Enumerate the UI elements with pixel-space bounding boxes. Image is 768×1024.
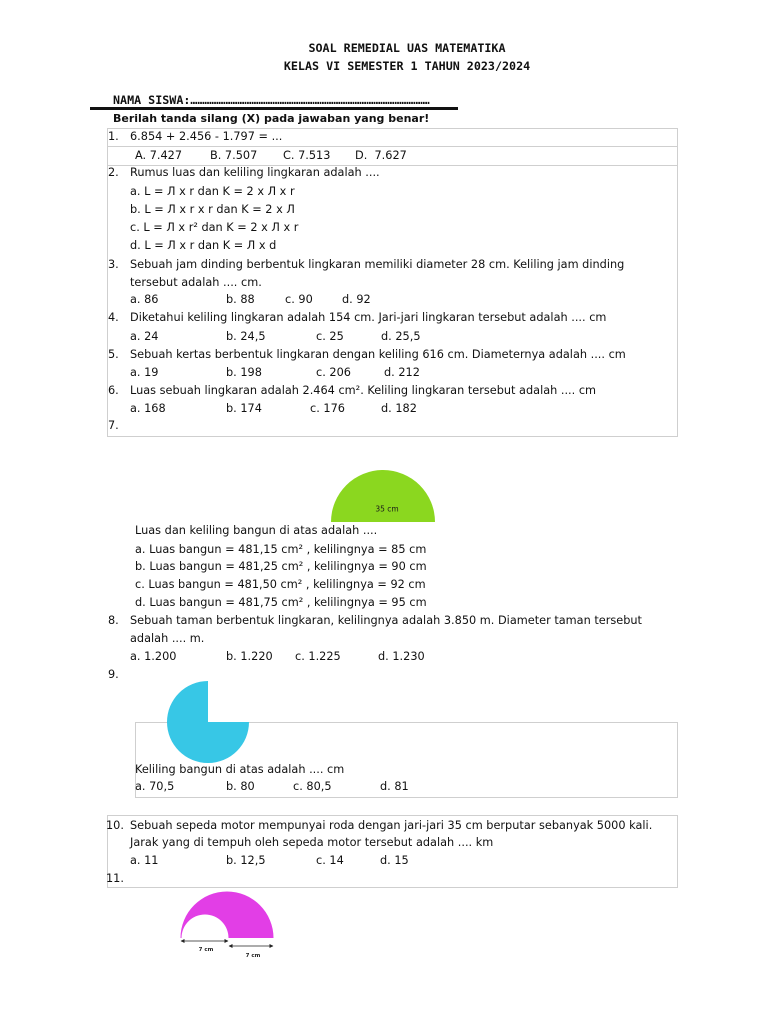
answer-option-d: d. 92 (342, 293, 371, 306)
answer-option-c: c. 14 (316, 854, 344, 867)
question-number: 6. (108, 384, 119, 397)
worksheet-subtitle: KELAS VI SEMESTER 1 TAHUN 2023/2024 (283, 59, 531, 73)
worksheet-title: SOAL REMEDIAL UAS MATEMATIKA (308, 41, 506, 55)
answer-option-a: A. 7.427 (135, 149, 183, 162)
question-text: 6.854 + 2.456 - 1.797 = ... (130, 130, 283, 143)
answer-option-a: a. Luas bangun = 481,15 cm² , kelilingnya = 85 cm (135, 543, 427, 556)
question-number: 4. (108, 311, 119, 324)
answer-option-b: b. 12,5 (226, 854, 266, 867)
name-underline (90, 107, 458, 110)
question-number: 9. (108, 668, 119, 681)
answer-option-b: b. 1.220 (226, 650, 273, 663)
question-text: Sebuah kertas berbentuk lingkaran dengan keliling 616 cm. Diameternya adalah .... cm (130, 348, 626, 361)
answer-option-a: a. 168 (130, 402, 166, 415)
answer-option-a: a. 11 (130, 854, 159, 867)
question-text: Sebuah taman berbentuk lingkaran, kelilingnya adalah 3.850 m. Diameter taman tersebut (130, 614, 642, 627)
answer-option-a: a. 86 (130, 293, 159, 306)
question-number: 1. (108, 130, 119, 143)
green-semicircle-shape (331, 470, 435, 522)
answer-option-d: d. 15 (380, 854, 409, 867)
answer-option-c: c. 1.225 (295, 650, 341, 663)
answer-option-a: a. 1.200 (130, 650, 177, 663)
answer-option-b: B. 7.507 (210, 149, 258, 162)
dimension-label: 7 cm (198, 947, 214, 953)
answer-option-b: b. 24,5 (226, 330, 266, 343)
three-quarter-circle-figure (160, 675, 256, 771)
answer-option-b: b. 88 (226, 293, 255, 306)
question-text: Sebuah sepeda motor mempunyai roda dengan jari-jari 35 cm berputar sebanyak 5000 kali. (130, 819, 653, 832)
answer-option-b: b. 174 (226, 402, 262, 415)
answer-option-d: d. 25,5 (381, 330, 421, 343)
question-number: 10. (106, 819, 124, 832)
question-number: 2. (108, 166, 119, 179)
answer-option-a: a. L = Л x r dan K = 2 x Л x r (130, 185, 295, 198)
instruction-text: Berilah tanda silang (X) pada jawaban yang benar! (113, 112, 430, 125)
answer-option-c: c. L = Л x r² dan K = 2 x Л x r (130, 221, 299, 234)
answer-option-b: b. 80 (226, 780, 255, 793)
answer-option-c: c. 25 (316, 330, 344, 343)
answer-option-d: d. 212 (384, 366, 420, 379)
answer-option-d: d. 1.230 (378, 650, 425, 663)
answer-option-d: d. Luas bangun = 481,75 cm² , kelilingnya = 95 cm (135, 596, 427, 609)
question-number: 8. (108, 614, 119, 627)
answer-option-a: a. 24 (130, 330, 159, 343)
answer-option-d: d. 81 (380, 780, 409, 793)
question-text: tersebut adalah .... cm. (130, 276, 262, 289)
answer-option-c: c. 80,5 (293, 780, 332, 793)
dimension-label: 7 cm (245, 953, 261, 959)
answer-option-a: a. 70,5 (135, 780, 175, 793)
question-number: 7. (108, 419, 119, 432)
answer-option-c: C. 7.513 (283, 149, 331, 162)
semicircle-cutout-figure (176, 885, 280, 965)
answer-option-c: c. 90 (285, 293, 313, 306)
question-text: Keliling bangun di atas adalah .... cm (135, 763, 345, 776)
answer-option-a: a. 19 (130, 366, 159, 379)
dimension-label: 35 cm (375, 504, 399, 514)
question-number: 11. (106, 872, 124, 885)
question-text: Luas dan keliling bangun di atas adalah .... (135, 524, 378, 537)
question-text: Rumus luas dan keliling lingkaran adalah .... (130, 166, 380, 179)
semicircle-figure (325, 465, 445, 527)
answer-option-d: d. 182 (381, 402, 417, 415)
answer-option-b: b. Luas bangun = 481,25 cm² , kelilingnya = 90 cm (135, 560, 427, 573)
question-text: Jarak yang di tempuh oleh sepeda motor tersebut adalah .... km (130, 836, 494, 849)
answer-option-d: d. L = Л x r dan K = Л x d (130, 239, 277, 252)
question-number: 5. (108, 348, 119, 361)
question-text: Diketahui keliling lingkaran adalah 154 cm. Jari-jari lingkaran tersebut adalah .... cm (130, 311, 607, 324)
table-divider (107, 146, 678, 147)
question-number: 3. (108, 258, 119, 271)
answer-option-c: c. 176 (310, 402, 345, 415)
question-text: Luas sebuah lingkaran adalah 2.464 cm². Keliling lingkaran tersebut adalah .... cm (130, 384, 597, 397)
question-text: Sebuah jam dinding berbentuk lingkaran memiliki diameter 28 cm. Keliling jam dinding (130, 258, 625, 271)
question-text: adalah .... m. (130, 632, 205, 645)
answer-option-c: c. 206 (316, 366, 351, 379)
answer-option-d: D. 7.627 (355, 149, 407, 162)
answer-option-b: b. L = Л x r x r dan K = 2 x Л (130, 203, 295, 216)
answer-option-c: c. Luas bangun = 481,50 cm² , kelilingnya = 92 cm (135, 578, 426, 591)
answer-option-b: b. 198 (226, 366, 262, 379)
cyan-three-quarter-circle-shape (167, 681, 249, 763)
student-name-field: NAMA SISWA:………………………………………………………………………………………… (113, 93, 430, 107)
